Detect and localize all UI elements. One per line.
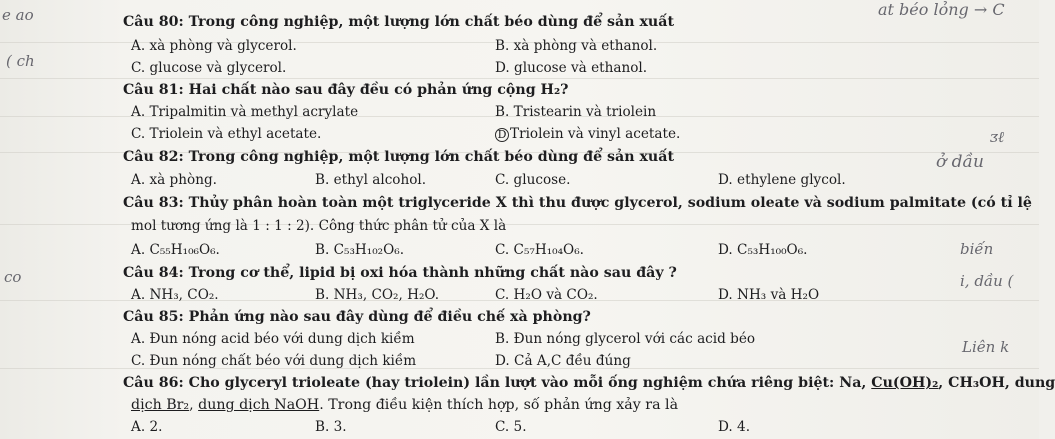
question-80-stem: Câu 80: Trong công nghiệp, một lượng lớn chất béo dùng để sản xuất — [123, 14, 674, 30]
handwriting-note: ở dầu — [936, 152, 984, 172]
question-83-option-b: B. C₅₃H₁₀₂O₆. — [315, 242, 405, 258]
question-83-option-c: C. C₅₇H₁₀₄O₆. — [495, 242, 584, 258]
question-80-option-a: A. xà phòng và glycerol. — [131, 38, 297, 54]
handwriting-note: i, dầu ( — [960, 272, 1014, 290]
question-80-option-d: D. glucose và ethanol. — [495, 60, 648, 76]
question-86-option-a: A. 2. — [131, 419, 163, 435]
question-81-option-b: B. Tristearin và triolein — [495, 104, 657, 120]
handwriting-note: co — [4, 268, 22, 286]
question-83-stem-line2: mol tương ứng là 1 : 1 : 2). Công thức phân tử của X là — [131, 218, 507, 234]
question-80-option-c: C. glucose và glycerol. — [131, 60, 287, 76]
handwriting-note: at béo lỏng → C — [878, 0, 1005, 19]
question-85-option-c: C. Đun nóng chất béo với dung dịch kiềm — [131, 353, 417, 369]
question-81-option-d: D Triolein và vinyl acetate. — [495, 126, 680, 142]
handwriting-note: e ao — [2, 6, 34, 24]
question-84-option-d: D. NH₃ và H₂O — [718, 287, 820, 303]
question-86-option-d: D. 4. — [718, 419, 751, 435]
question-86-stem-line1: Câu 86: Cho glyceryl trioleate (hay triolein) lần lượt vào mỗi ống nghiệm chứa riêng biệt: Na, Cu(OH)₂, CH₃OH, dung — [123, 375, 1055, 391]
question-81-option-a: A. Tripalmitin và methyl acrylate — [131, 104, 359, 120]
handwriting-note: ( ch — [6, 52, 35, 70]
question-86-stem-line2: dịch Br₂, dung dịch NaOH. Trong điều kiện thích hợp, số phản ứng xảy ra là — [131, 397, 679, 413]
question-82-stem: Câu 82: Trong công nghiệp, một lượng lớn chất béo dùng để sản xuất — [123, 149, 674, 165]
question-82-option-a: A. xà phòng. — [131, 172, 217, 188]
question-82-option-c: C. glucose. — [495, 172, 571, 188]
question-81-stem: Câu 81: Hai chất nào sau đây đều có phản ứng cộng H₂? — [123, 82, 569, 98]
question-85-option-b: B. Đun nóng glycerol với các acid béo — [495, 331, 756, 347]
underlined-reagent: dịch Br₂ — [131, 397, 190, 413]
underlined-reagent: dung dịch NaOH — [198, 397, 320, 413]
question-84-option-c: C. H₂O và CO₂. — [495, 287, 598, 303]
question-84-option-a: A. NH₃, CO₂. — [131, 287, 219, 303]
handwriting-note: Liên k — [962, 338, 1010, 356]
question-83-stem-line1: Câu 83: Thủy phân hoàn toàn một triglyceride X thì thu được glycerol, sodium oleate và sodium palmitate (có tỉ lệ — [123, 195, 1032, 211]
question-84-stem: Câu 84: Trong cơ thể, lipid bị oxi hóa thành những chất nào sau đây ? — [123, 265, 677, 281]
ruled-line — [0, 78, 1039, 79]
question-85-option-d: D. Cả A,C đều đúng — [495, 353, 631, 369]
underlined-reagent: Cu(OH)₂ — [871, 375, 939, 391]
question-81-option-c: C. Triolein và ethyl acetate. — [131, 126, 322, 142]
handwriting-note: ᴣℓ — [990, 128, 1005, 146]
question-82-option-b: B. ethyl alcohol. — [315, 172, 427, 188]
question-82-option-d: D. ethylene glycol. — [718, 172, 846, 188]
question-86-option-c: C. 5. — [495, 419, 527, 435]
question-85-option-a: A. Đun nóng acid béo với dung dịch kiềm — [131, 331, 415, 347]
question-84-option-b: B. NH₃, CO₂, H₂O. — [315, 287, 440, 303]
handwriting-note: biến — [960, 240, 994, 258]
question-85-stem: Câu 85: Phản ứng nào sau đây dùng để điều chế xà phòng? — [123, 309, 591, 325]
question-83-option-a: A. C₅₅H₁₀₆O₆. — [131, 242, 220, 258]
question-86-option-b: B. 3. — [315, 419, 347, 435]
circled-answer-mark: D — [495, 128, 509, 142]
question-83-option-d: D. C₅₃H₁₀₀O₆. — [718, 242, 808, 258]
question-80-option-b: B. xà phòng và ethanol. — [495, 38, 658, 54]
